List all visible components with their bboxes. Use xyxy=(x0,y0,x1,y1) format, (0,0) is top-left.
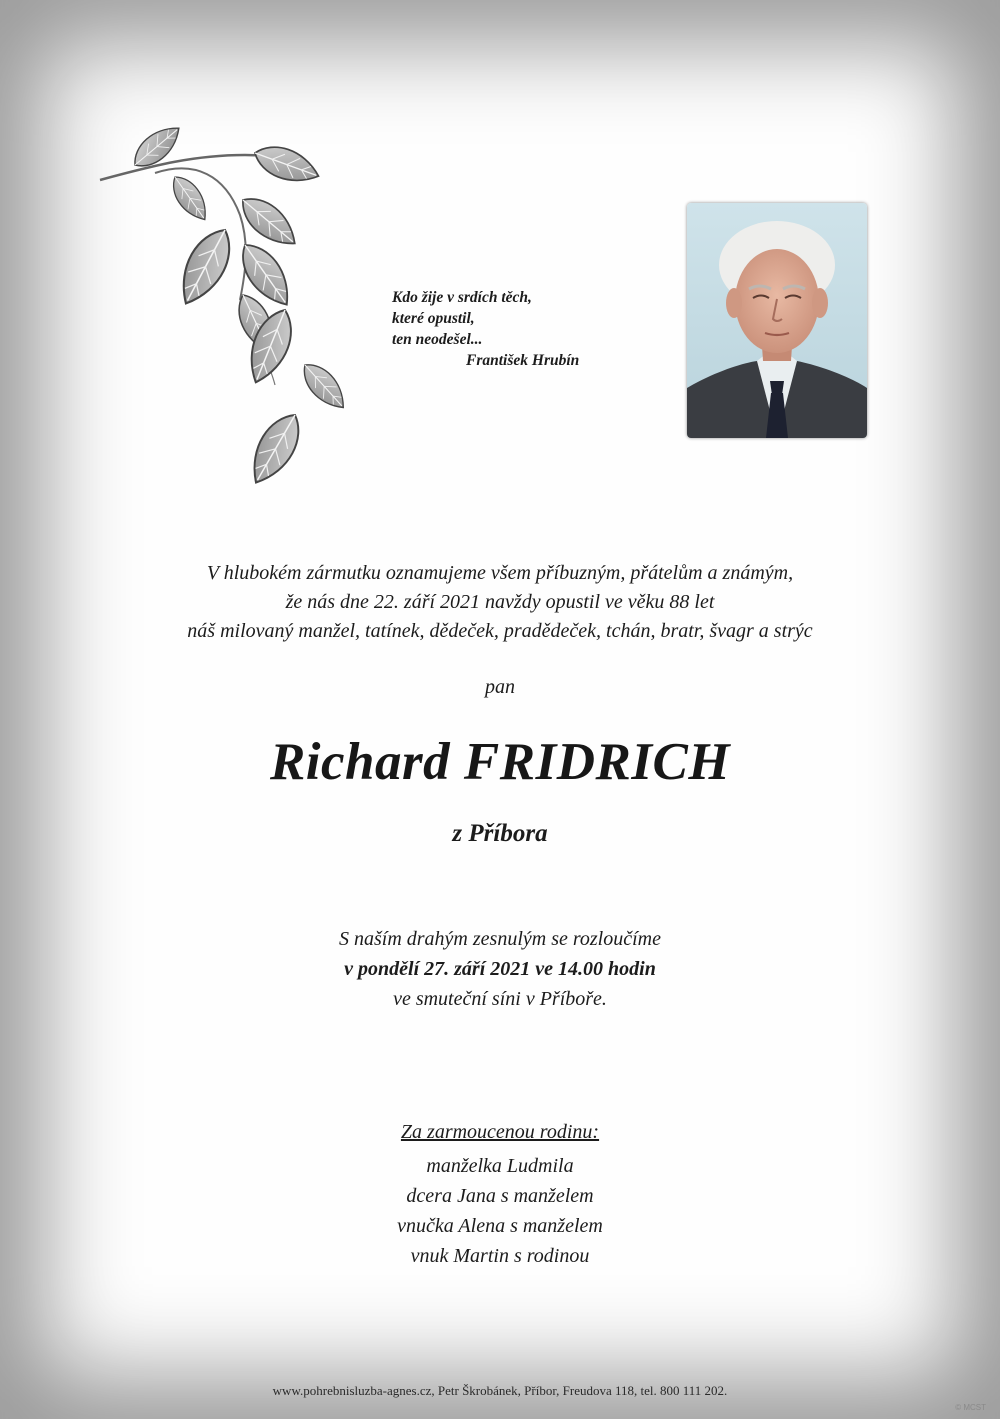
quote-line: které opustil, xyxy=(392,310,475,327)
announcement-text xyxy=(0,559,1000,646)
funeral-info xyxy=(0,924,1000,1014)
family-member: vnuk Martin s rodinou xyxy=(410,1245,590,1267)
quote-block xyxy=(392,287,632,371)
announcement-line: V hlubokém zármutku oznamujeme všem příbuzným, přátelům a známým, xyxy=(206,562,794,584)
deceased-name: Richard FRIDRICH xyxy=(269,733,731,791)
portrait-photo xyxy=(687,203,867,438)
quote-author: František Hrubín xyxy=(466,352,580,369)
announcement-line: že nás dne 22. září 2021 navždy opustil ve věku 88 let xyxy=(285,591,715,613)
footer-contact: www.pohrebnisluzba-agnes.cz, Petr Škrobánek, Příbor, Freudova 118, tel. 800 111 202. xyxy=(272,1383,728,1398)
salutation: pan xyxy=(485,676,515,698)
watermark: © MCST xyxy=(955,1403,986,1412)
family-list xyxy=(0,1117,1000,1271)
family-member: manželka Ludmila xyxy=(426,1155,574,1177)
family-member: vnučka Alena s manželem xyxy=(397,1215,603,1237)
deceased-origin: z Příbora xyxy=(452,820,548,847)
family-member: dcera Jana s manželem xyxy=(406,1185,594,1207)
portrait-image xyxy=(687,203,867,438)
quote-line: ten neodešel... xyxy=(392,331,483,348)
funeral-location: ve smuteční síni v Příboře. xyxy=(393,988,607,1010)
quote-line: Kdo žije v srdích těch, xyxy=(392,289,532,306)
birch-branch-leaves-icon xyxy=(95,125,370,505)
announcement-line: náš milovaný manžel, tatínek, dědeček, pradědeček, tchán, bratr, švagr a strýc xyxy=(187,620,813,642)
funeral-line: S naším drahým zesnulým se rozloučíme xyxy=(338,928,661,950)
funeral-datetime: v pondělí 27. září 2021 ve 14.00 hodin xyxy=(344,958,656,980)
family-heading: Za zarmoucenou rodinu: xyxy=(400,1121,600,1143)
